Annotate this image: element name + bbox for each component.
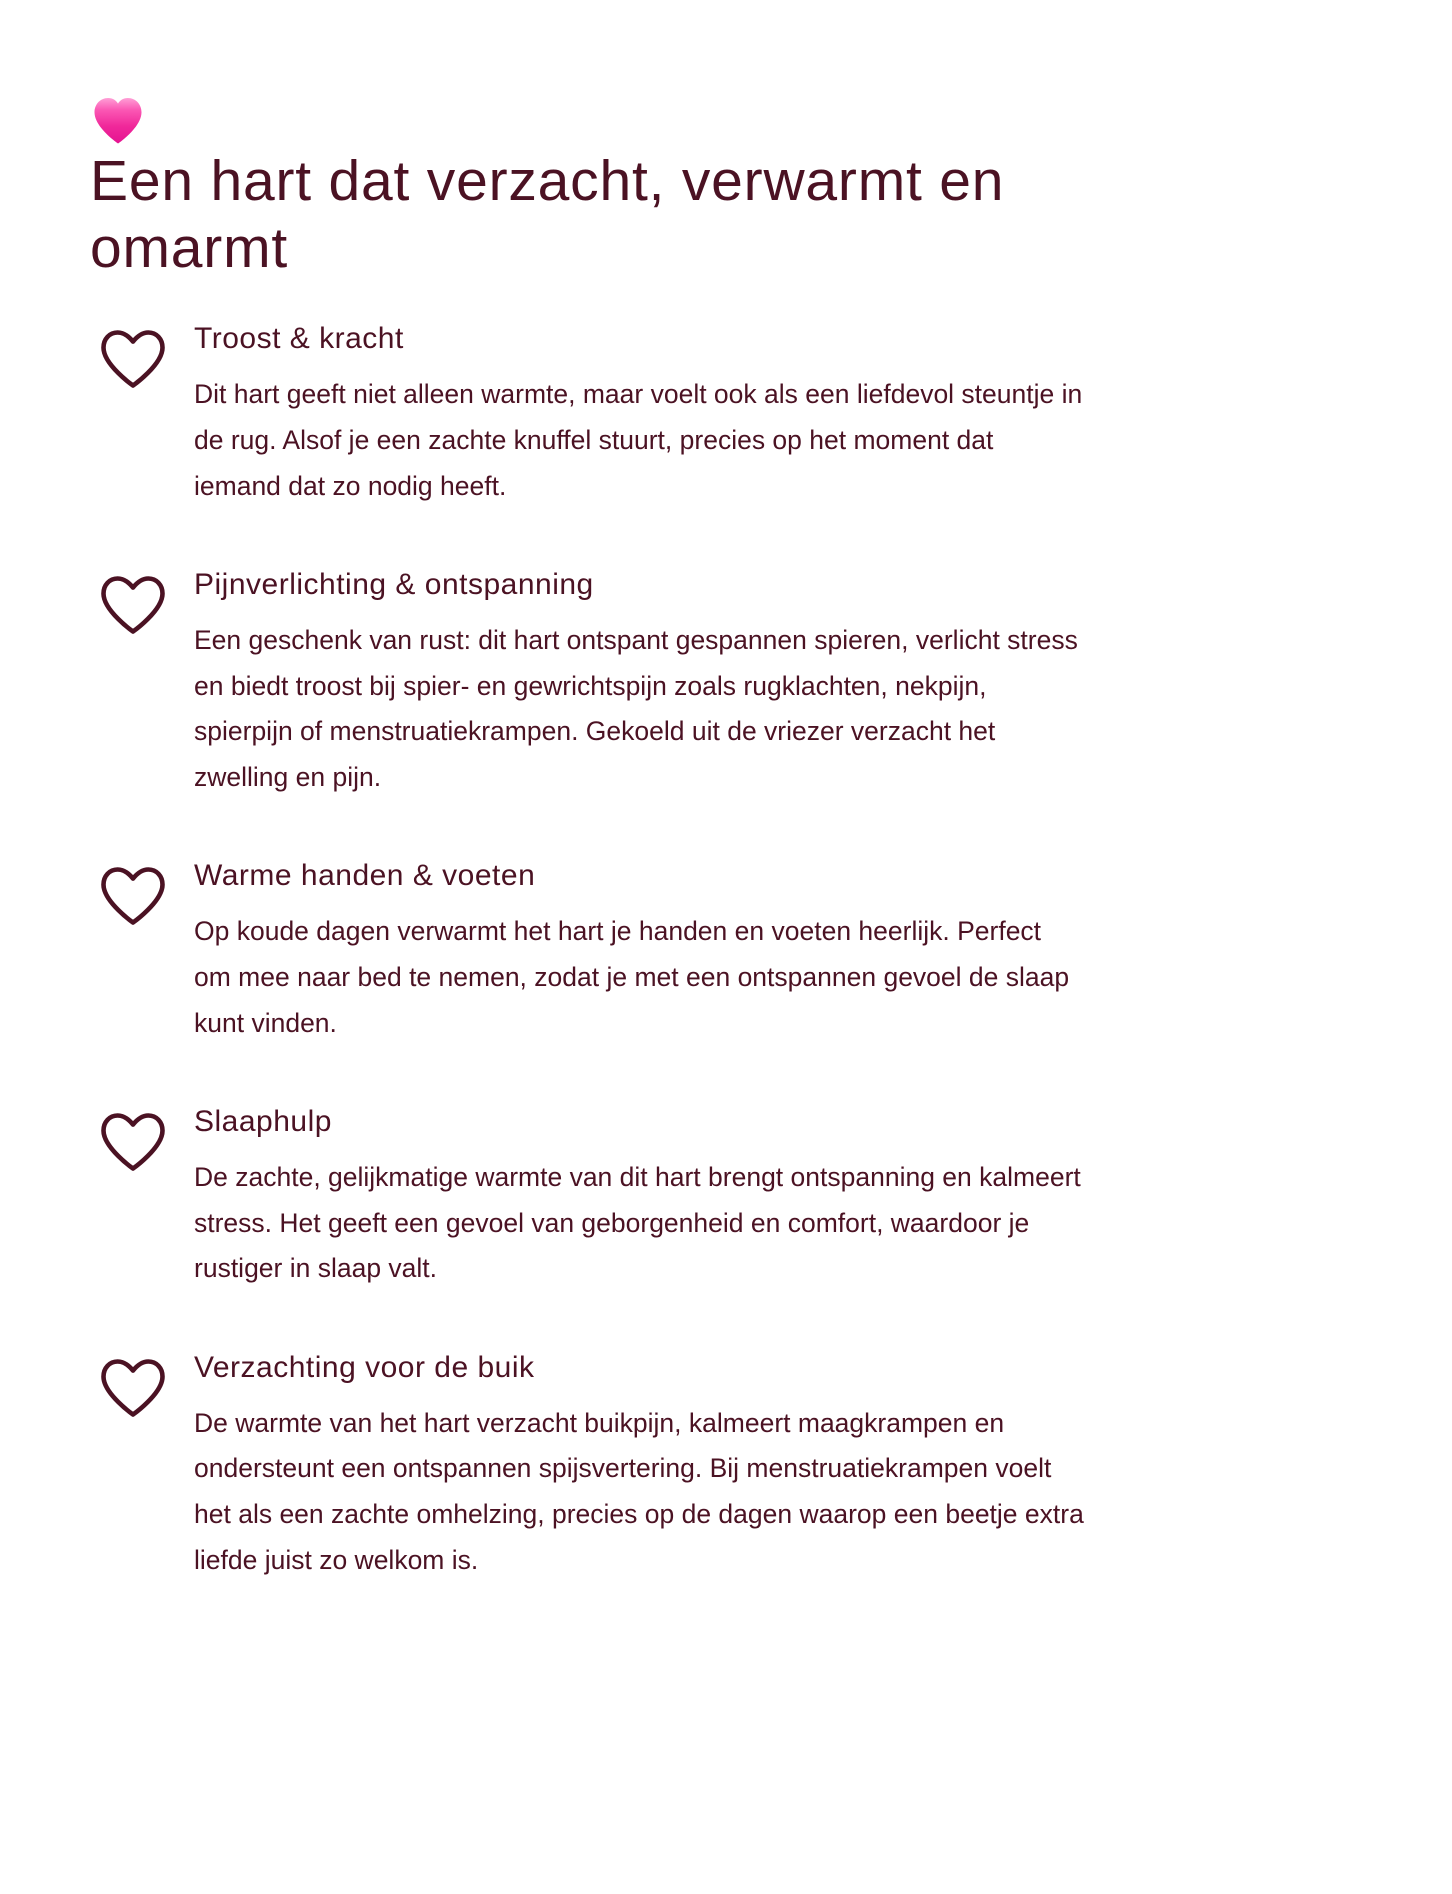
feature-body: Op koude dagen verwarmt het hart je handen en voeten heerlijk. Perfect om mee naar bed te nemen, zodat je met een ontspannen gevoel de slaap kunt vinden. xyxy=(194,916,1070,1038)
heart-outline-icon xyxy=(96,1354,170,1420)
feature-title: Verzachting voor de buik xyxy=(194,1350,535,1384)
feature-body: De warmte van het hart verzacht buikpijn, kalmeert maagkrampen en ondersteunt een ontspannen spijsvertering. Bij menstruatiekrampen voelt het als een zachte omhelzing, precies op de dagen waarop een beetje extra liefde juist zo welkom is. xyxy=(194,1407,1084,1575)
heart-outline-icon xyxy=(96,862,170,928)
feature-item xyxy=(90,856,1356,1046)
feature-item xyxy=(90,565,1356,800)
feature-list xyxy=(90,319,1356,1583)
pink-heart-emoji xyxy=(90,92,146,148)
page-title-text: Een hart dat verzacht, verwarmt en omarmt xyxy=(90,149,1005,280)
feature-title: Slaaphulp xyxy=(194,1105,332,1139)
feature-title: Warme handen & voeten xyxy=(194,859,536,893)
heart-outline-icon xyxy=(96,1108,170,1174)
feature-body: Dit hart geeft niet alleen warmte, maar voelt ook als een liefdevol steuntje in de rug. Alsof je een zachte knuffel stuurt, precies op het moment dat iemand dat zo nodig heeft. xyxy=(194,379,1083,501)
feature-body: De zachte, gelijkmatige warmte van dit hart brengt ontspanning en kalmeert stress. Het geeft een gevoel van geborgenheid en comfort, waardoor je rustiger in slaap valt. xyxy=(194,1162,1081,1284)
feature-title: Pijnverlichting & ontspanning xyxy=(194,568,594,602)
heart-outline-icon xyxy=(96,325,170,391)
feature-item xyxy=(90,1102,1356,1292)
page-title xyxy=(90,86,1100,281)
feature-item xyxy=(90,1348,1356,1583)
feature-body: Een geschenk van rust: dit hart ontspant gespannen spieren, verlicht stress en biedt troost bij spier- en gewrichtspijn zoals rugklachten, nekpijn, spierpijn of menstruatiekrampen. Gekoeld uit de vriezer verzacht het zwelling en pijn. xyxy=(194,625,1078,792)
feature-title: Troost & kracht xyxy=(194,322,404,356)
heart-outline-icon xyxy=(96,571,170,637)
feature-item xyxy=(90,319,1356,509)
